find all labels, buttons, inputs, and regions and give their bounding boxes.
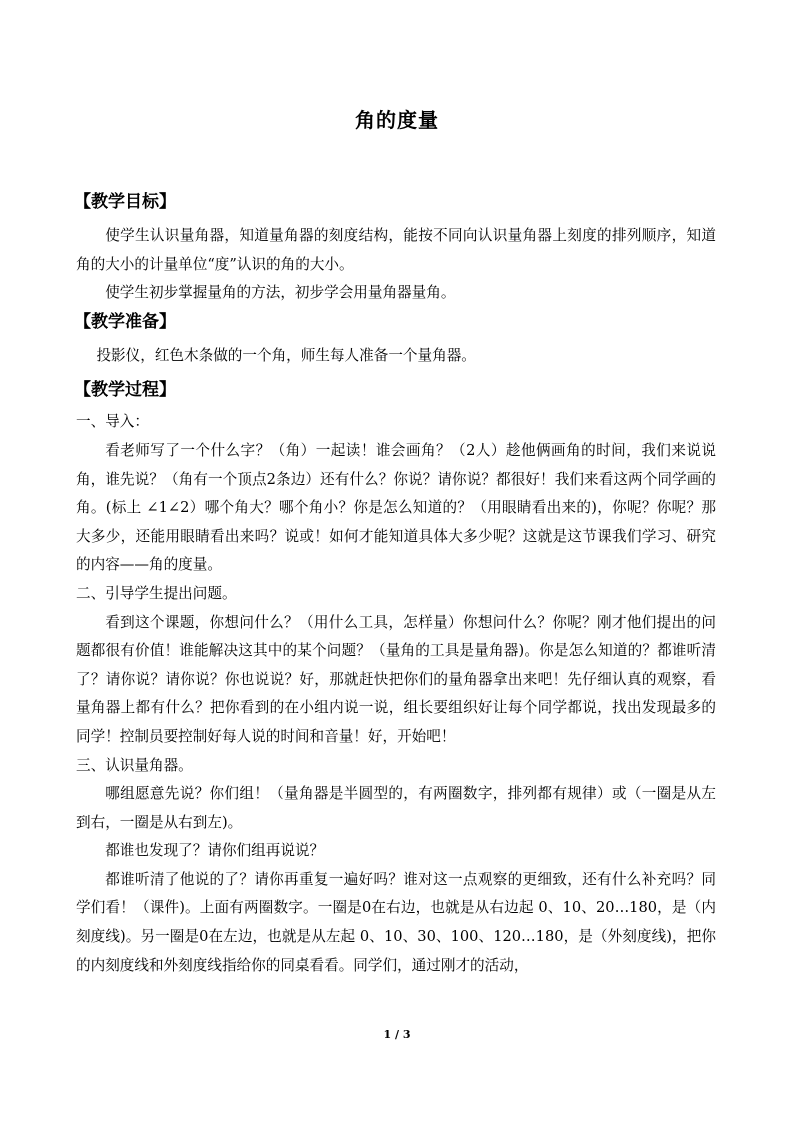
intro-paragraph: 看老师写了一个什么字？（角）一起读！谁会画角？（2人）趁他俩画角的时间，我们来说说角，谁先说？（角有一个顶点2条边）还有什么？你说？请你说？都很好！我们来看这两个同学画的角。(标上 ∠1∠2）哪个角大？哪个角小？你是怎么知道的？（用眼睛看出来的)，你呢？你呢？那大多少，还能用眼睛看出来吗？说或！如何才能知道具体大多少呢？这就是这节课我们学习、研究的内容——角的度量。 bbox=[76, 441, 716, 574]
section-heading-prep: 【教学准备】 bbox=[74, 311, 176, 332]
questions-paragraph: 看到这个课题，你想问什么？（用什么工具，怎样量）你想问什么？你呢？刚才他们提出的问题都很有价值！谁能解决这其中的某个问题？（量角的工具是量角器)。你是怎么知道的？都谁听清了？请你说？请你说？你也说说？好，那就赶快把你们的量角器拿出来吧！先仔细认真的观察，看量角器上都有什么？把你看到的在小组内说一说，组长要组织好让每个同学都说，找出发现最多的同学！控制员要控制好每人说的时间和音量！好，开始吧！ bbox=[76, 613, 716, 745]
protractor-paragraph-3: 都谁听清了他说的了？请你再重复一遍好吗？谁对这一点观察的更细致，还有什么补充吗？同学们看！（课件)。上面有两圈数字。一圈是0在右边，也就是从右边起 0、10、20…180，是（内刻度线)。另一圈是0在左边，也就是从左起 0、10、30、100、120…180，是（外刻度线)，把你的内刻度线和外刻度线指给你的同桌看看。同学们，通过刚才的活动， bbox=[76, 870, 716, 974]
goals-paragraph-2: 使学生初步掌握量角的方法，初步学会用量角器量角。 bbox=[105, 284, 456, 302]
section-heading-process: 【教学过程】 bbox=[74, 380, 176, 401]
goals-paragraph-1: 使学生认识量角器，知道量角器的刻度结构，能按不同向认识量角器上刻度的排列顺序，知道角的大小的计量单位“度”认识的角的大小。 bbox=[76, 227, 716, 273]
prep-paragraph: 投影仪，红色木条做的一个角，师生每人准备一个量角器。 bbox=[96, 346, 476, 364]
page-title: 角的度量 bbox=[355, 108, 439, 132]
page-number: 1 / 3 bbox=[383, 1028, 411, 1041]
protractor-paragraph-2: 都谁也发现了？请你们组再说说？ bbox=[105, 842, 325, 860]
subsection-title-intro: 一、导入： bbox=[76, 413, 149, 431]
document-body bbox=[76, 188, 716, 980]
protractor-paragraph-1: 哪组愿意先说？你们组！（量角器是半圆型的，有两圈数字，排列都有规律）或（一圈是从左到右，一圈是从右到左)。 bbox=[76, 785, 716, 831]
subsection-title-questions: 二、引导学生提出问题。 bbox=[76, 584, 237, 602]
section-heading-goals: 【教学目标】 bbox=[74, 192, 176, 212]
subsection-title-protractor: 三、认识量角器。 bbox=[76, 756, 193, 774]
